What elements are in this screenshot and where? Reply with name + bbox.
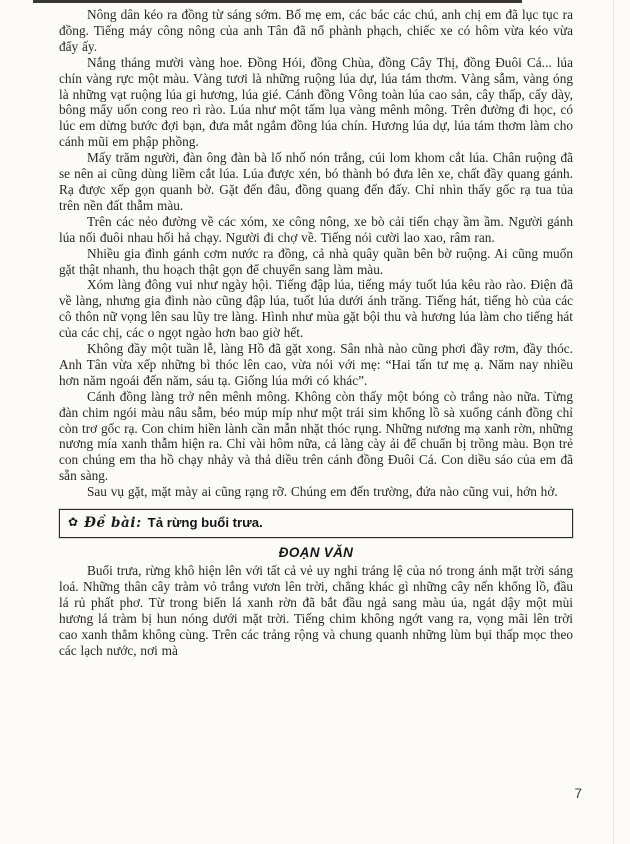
paragraph: Cánh đồng làng trở nên mênh mông. Không còn thấy một bóng cò trắng nào nữa. Từng đàn chim ngói màu nâu sẫm, béo múp míp như một trái sim khổng lồ sà xuống cánh đồng chỉ còn trơ gốc rạ. Con chim hiền lành cần mẫn nhặt thóc rụng. Những nương mạ xanh rờn, những nương mía xanh thẫm hiện ra. Chỉ vài hôm nữa, cả làng cày ải để chuẩn bị trồng màu. Bọn trẻ con chúng em tha hồ chạy nhảy và thả diều trên cánh đồng Đuôi Cá. Con diều sáo của em đã sẵn sàng.: [59, 388, 573, 484]
essay-prompt-box: [59, 509, 573, 538]
scan-artifact-bar: [33, 0, 522, 3]
prompt-label: Đề bài:: [84, 515, 142, 532]
page-content: [59, 7, 573, 659]
prompt-title: Tả rừng buổi trưa.: [147, 515, 263, 531]
paragraph: Sau vụ gặt, mặt mày ai cũng rạng rỡ. Chúng em đến trường, đứa nào cũng vui, hớn hở.: [87, 484, 558, 500]
page-edge-line: [613, 0, 614, 844]
section-heading: ĐOẠN VĂN: [278, 545, 354, 561]
paragraph: Nông dân kéo ra đồng từ sáng sớm. Bố mẹ em, các bác các chú, anh chị em đã lục tục ra đồng. Tiếng máy công nông của anh Tân đã nổ phành phạch, chiếc xe có hôm vừa kéo vừa đẩy ấy.: [59, 7, 573, 54]
paragraph: Buổi trưa, rừng khô hiện lên với tất cả vẻ uy nghi tráng lệ của nó trong ánh mặt trời sáng loá. Những thân cây tràm vỏ trắng vươn lên trời, chẳng khác gì những cây nến khổng lồ, đầu lá rủ phất phơ. Từ trong biển lá xanh rờn đã bắt đầu ngả sang màu úa, ngát dậy một mùi hương lá tràm bị hun nóng dưới mặt trời. Tiếng chim không ngớt vang ra, vọng mãi lên trời cao xanh thẳm không cùng. Trên các trảng rộng và chung quanh những lùm bụi thấp mọc theo các lạch nước, nơi mà: [59, 563, 573, 658]
paragraph: Xóm làng đông vui như ngày hội. Tiếng đập lúa, tiếng máy tuốt lúa kêu rào rào. Điện đã về làng, nhưng gia đình nào cũng đập lúa, tuốt lúa dưới ánh trăng. Tiếng hát, tiếng hò của các cô thôn nữ vọng lên sau lũy tre làng. Hình như mùa gặt bội thu và hương lúa làm cho tiếng hát của các chị, các o ngọt ngào hơn bao giờ hết.: [59, 277, 573, 341]
paragraph: Trên các nẻo đường về các xóm, xe công nông, xe bò cải tiến chạy ầm ầm. Người gánh lúa nối đuôi nhau hối hả chạy. Người đi chợ về. Tiếng nói cười lao xao, râm ran.: [59, 213, 573, 245]
page-number: 7: [574, 786, 582, 801]
paragraph: Nắng tháng mười vàng hoe. Đồng Hói, đồng Chùa, đồng Cây Thị, đồng Đuôi Cá... lúa chín vàng rực một màu. Vàng tươi là những ruộng lúa dự, lúa tám thơm. Vàng sẫm, vàng óng là những vạt ruộng lúa gi hương, lúa gié. Cánh đồng Vông toàn lúa cao sản, cây thấp, cấy dày, bông mẩy uốn cong reo rì rào. Lúa như một tấm lụa vàng mênh mông. Trên đường đi học, có lúc em dừng bước đợi bạn, đưa mắt ngắm đồng lúa chín. Hương lúa dự, lúa tám thơm làm cho cánh mũi em phập phồng.: [59, 54, 573, 150]
paragraph: Mấy trăm người, đàn ông đàn bà lố nhố nón trắng, cúi lom khom cắt lúa. Chân ruộng đã se nên ai cũng dùng liềm cắt lúa. Lúa được xén, bó thành bó đưa lên xe, chất đầy quang gánh. Rạ được xếp gọn quanh bờ. Gặt đến đâu, đồng quang đến đấy. Chỉ nhìn thấy gốc rạ tua tủa trên nền đất thẫm màu.: [59, 150, 573, 213]
paragraph: Không đầy một tuần lễ, làng Hồ đã gặt xong. Sân nhà nào cũng phơi đầy rơm, đầy thóc. Anh Tân vừa xếp những bì thóc lên cao, vừa nói với mẹ: “Hai tấn tư mẹ ạ. Năm nay nhiều hơn năm ngoái đến năm, sáu tạ. Giống lúa mới có khác”.: [59, 341, 573, 388]
paragraph: Nhiều gia đình gánh cơm nước ra đồng, cả nhà quây quần bên bờ ruộng. Ai cũng muốn gặt thật nhanh, thu hoạch thật gọn để chuyển sang làm màu.: [59, 245, 573, 277]
florette-icon: ✿: [68, 515, 79, 530]
